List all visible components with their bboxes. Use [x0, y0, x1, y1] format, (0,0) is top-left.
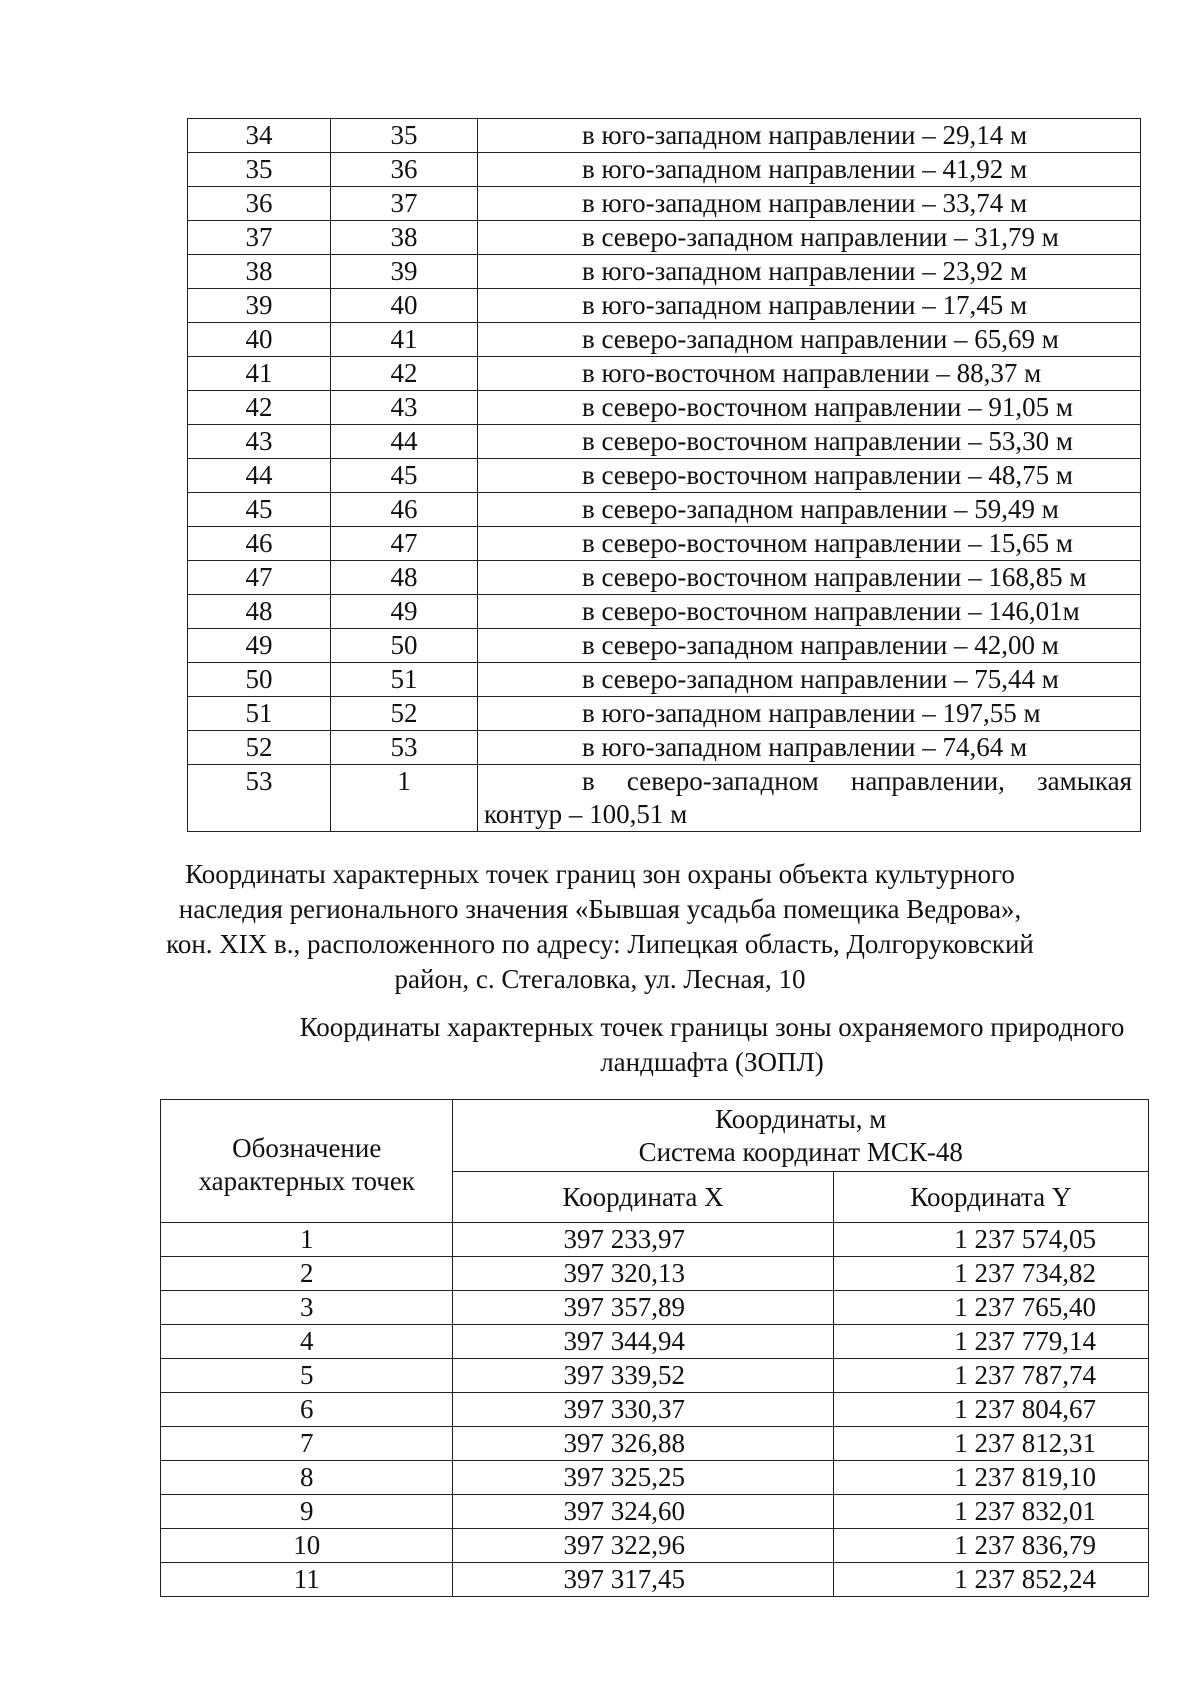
table-row [188, 323, 1141, 357]
segment-from-cell: 44 [188, 459, 331, 493]
segment-to-cell: 40 [331, 289, 478, 323]
table-row [188, 289, 1141, 323]
coordinate-y-cell: 1 237 574,05 [833, 1223, 1148, 1257]
boundary-segments-table [187, 118, 1141, 832]
coordinate-x-cell: 397 317,45 [453, 1563, 833, 1597]
segment-to-cell: 49 [331, 595, 478, 629]
table-row [161, 1427, 1149, 1461]
coordinate-x-cell: 397 233,97 [453, 1223, 833, 1257]
segment-from-cell: 37 [188, 221, 331, 255]
coordinates-table [160, 1099, 1149, 1597]
table-row [188, 527, 1141, 561]
coordinates-table-body [161, 1223, 1149, 1597]
coordinate-y-cell: 1 237 734,82 [833, 1257, 1148, 1291]
table-row [161, 1461, 1149, 1495]
coordinate-y-cell: 1 237 804,67 [833, 1393, 1148, 1427]
segment-description-cell: в северо-восточном направлении – 91,05 м [478, 391, 1141, 425]
point-cell: 11 [161, 1563, 453, 1597]
segment-description-cell: в юго-западном направлении – 29,14 м [478, 119, 1141, 153]
point-cell: 8 [161, 1461, 453, 1495]
segment-to-cell: 35 [331, 119, 478, 153]
coordinate-x-cell: 397 322,96 [453, 1529, 833, 1563]
segment-description-cell: в северо-восточном направлении – 48,75 м [478, 459, 1141, 493]
coordinate-y-cell: 1 237 787,74 [833, 1359, 1148, 1393]
table-row [188, 255, 1141, 289]
segment-from-cell: 38 [188, 255, 331, 289]
coordinate-x-cell: 397 339,52 [453, 1359, 833, 1393]
coordinate-y-cell: 1 237 779,14 [833, 1325, 1148, 1359]
coordinate-y-cell: 1 237 819,10 [833, 1461, 1148, 1495]
table-row [188, 697, 1141, 731]
segment-from-cell: 43 [188, 425, 331, 459]
table-header-row [161, 1100, 1149, 1172]
segment-from-cell: 48 [188, 595, 331, 629]
coordinate-x-cell: 397 357,89 [453, 1291, 833, 1325]
table-row [161, 1393, 1149, 1427]
table-row [161, 1223, 1149, 1257]
segment-description-cell: в северо-западном направлении – 75,44 м [478, 663, 1141, 697]
segment-to-cell: 44 [331, 425, 478, 459]
coordinate-y-header: Координата Y [833, 1172, 1148, 1223]
coordinates-system-header [453, 1100, 1149, 1172]
segment-to-cell: 38 [331, 221, 478, 255]
table-row [188, 119, 1141, 153]
coordinate-y-cell: 1 237 836,79 [833, 1529, 1148, 1563]
segment-from-cell: 35 [188, 153, 331, 187]
segment-description-cell: в юго-западном направлении – 23,92 м [478, 255, 1141, 289]
table-row [188, 629, 1141, 663]
table-row [188, 561, 1141, 595]
segment-from-cell: 40 [188, 323, 331, 357]
coordinate-y-cell: 1 237 832,01 [833, 1495, 1148, 1529]
table-row [161, 1359, 1149, 1393]
segment-description-cell [478, 765, 1141, 832]
segment-to-cell: 46 [331, 493, 478, 527]
point-cell: 1 [161, 1223, 453, 1257]
segment-to-cell: 37 [331, 187, 478, 221]
segment-from-cell: 45 [188, 493, 331, 527]
segment-from-cell: 51 [188, 697, 331, 731]
table-row [161, 1495, 1149, 1529]
segment-from-cell: 47 [188, 561, 331, 595]
point-cell: 10 [161, 1529, 453, 1563]
segment-to-cell: 50 [331, 629, 478, 663]
segment-to-cell: 51 [331, 663, 478, 697]
table-row [188, 391, 1141, 425]
table-row [161, 1325, 1149, 1359]
segment-description-cell: в северо-восточном направлении – 168,85 м [478, 561, 1141, 595]
coordinate-y-cell: 1 237 765,40 [833, 1291, 1148, 1325]
segment-description-line2: контур – 100,51 м [484, 799, 688, 829]
segment-from-cell: 52 [188, 731, 331, 765]
table-row [188, 357, 1141, 391]
segment-from-cell: 53 [188, 765, 331, 832]
coordinates-header-line2: Система координат МСК-48 [638, 1136, 963, 1167]
segment-from-cell: 46 [188, 527, 331, 561]
segment-to-cell: 39 [331, 255, 478, 289]
segment-from-cell: 41 [188, 357, 331, 391]
coordinate-x-cell: 397 330,37 [453, 1393, 833, 1427]
segment-description-cell: в северо-западном направлении – 59,49 м [478, 493, 1141, 527]
table-row [188, 425, 1141, 459]
coordinates-header-line1: Координаты, м [715, 1103, 887, 1134]
table-row [161, 1563, 1149, 1597]
table-row [188, 663, 1141, 697]
table-row [188, 459, 1141, 493]
point-cell: 5 [161, 1359, 453, 1393]
point-cell: 6 [161, 1393, 453, 1427]
table-row [188, 595, 1141, 629]
segment-description-cell: в северо-восточном направлении – 53,30 м [478, 425, 1141, 459]
segments-table-body [188, 119, 1141, 765]
segment-description-cell: в северо-западном направлении – 65,69 м [478, 323, 1141, 357]
point-cell: 4 [161, 1325, 453, 1359]
point-cell: 9 [161, 1495, 453, 1529]
segment-to-cell: 36 [331, 153, 478, 187]
segment-description-cell: в северо-западном направлении – 42,00 м [478, 629, 1141, 663]
segment-to-cell: 45 [331, 459, 478, 493]
segment-description-cell: в юго-восточном направлении – 88,37 м [478, 357, 1141, 391]
segment-from-cell: 49 [188, 629, 331, 663]
segment-description-cell: в юго-западном направлении – 17,45 м [478, 289, 1141, 323]
segment-from-cell: 34 [188, 119, 331, 153]
segment-to-cell: 41 [331, 323, 478, 357]
coordinate-x-cell: 397 320,13 [453, 1257, 833, 1291]
segment-description-cell: в северо-восточном направлении – 15,65 м [478, 527, 1141, 561]
segment-description-cell: в северо-восточном направлении – 146,01м [478, 595, 1141, 629]
point-designation-header: Обозначение характерных точек [161, 1100, 453, 1223]
table-row [161, 1291, 1149, 1325]
coordinate-x-cell: 397 325,25 [453, 1461, 833, 1495]
table-row [188, 221, 1141, 255]
segment-description-line1: в северо-западном направлении, замыкая [582, 766, 1132, 796]
table-row [188, 731, 1141, 765]
segment-description-cell: в юго-западном направлении – 33,74 м [478, 187, 1141, 221]
segment-description-cell: в северо-западном направлении – 31,79 м [478, 221, 1141, 255]
coordinate-x-cell: 397 344,94 [453, 1325, 833, 1359]
section-heading: Координаты характерных точек границ зон охраны объекта культурного наследия регионального значения «Бывшая усадьба помещика Ведрова», кон. XIX в., расположенного по адресу: Липецкая область, Долгоруковский район, с. Стегаловка, ул. Лесная, 10 [166, 859, 1034, 994]
point-cell: 3 [161, 1291, 453, 1325]
segment-from-cell: 39 [188, 289, 331, 323]
segment-to-cell: 48 [331, 561, 478, 595]
segment-from-cell: 36 [188, 187, 331, 221]
table-row [161, 1257, 1149, 1291]
coordinate-y-cell: 1 237 852,24 [833, 1563, 1148, 1597]
coordinate-x-cell: 397 326,88 [453, 1427, 833, 1461]
coordinate-x-cell: 397 324,60 [453, 1495, 833, 1529]
table-row [161, 1529, 1149, 1563]
segment-to-cell: 1 [331, 765, 478, 832]
segment-to-cell: 42 [331, 357, 478, 391]
point-cell: 7 [161, 1427, 453, 1461]
point-cell: 2 [161, 1257, 453, 1291]
subsection-heading: Координаты характерных точек границы зоны охраняемого природного ландшафта (ЗОПЛ) [299, 1012, 1125, 1077]
segment-description-cell: в юго-западном направлении – 41,92 м [478, 153, 1141, 187]
segment-from-cell: 42 [188, 391, 331, 425]
table-row [188, 153, 1141, 187]
coordinate-x-header: Координата X [453, 1172, 833, 1223]
segment-description-cell: в юго-западном направлении – 74,64 м [478, 731, 1141, 765]
segment-to-cell: 47 [331, 527, 478, 561]
segment-to-cell: 53 [331, 731, 478, 765]
segment-description-cell: в юго-западном направлении – 197,55 м [478, 697, 1141, 731]
segment-to-cell: 43 [331, 391, 478, 425]
segment-from-cell: 50 [188, 663, 331, 697]
segment-to-cell: 52 [331, 697, 478, 731]
table-row [188, 765, 1141, 832]
coordinate-y-cell: 1 237 812,31 [833, 1427, 1148, 1461]
table-row [188, 187, 1141, 221]
table-row [188, 493, 1141, 527]
